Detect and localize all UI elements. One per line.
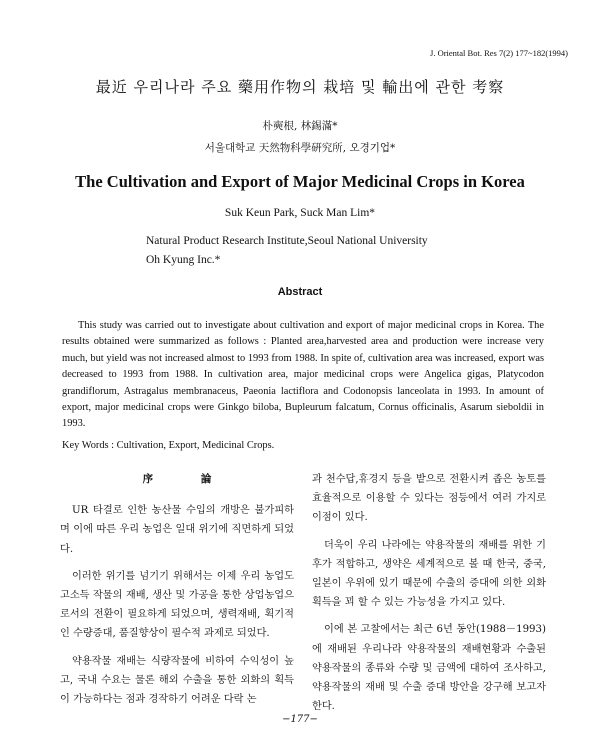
- paragraph: 더욱이 우리 나라에는 약용작물의 재배를 위한 기후가 적합하고, 생약은 세계적으로 볼 때 한국, 중국, 일본이 우위에 있기 때문에 수출의 증대에 의한 외화 획득을 꾀 할 수 있는 가능성을 가지고 있다.: [312, 539, 546, 609]
- korean-authors: 朴奭根, 林錫滿*: [262, 120, 338, 132]
- paragraph: 이러한 위기를 넘기기 위해서는 이제 우리 농업도 고소득 작물의 재배, 생산 및 가공을 통한 상업농업으로서의 전환이 필요하게 되었으며, 생력재배, 획기적인 수량증대, 품질향상이 필수적 과제로 되었다.: [60, 570, 294, 640]
- affiliation-line-1: Natural Product Research Institute,Seoul National University: [146, 235, 428, 247]
- keywords: Key Words : Cultivation, Export, Medicinal Crops.: [62, 440, 275, 451]
- korean-title: 最近 우리나라 주요 藥用作物의 栽培 및 輸出에 관한 考察: [95, 78, 505, 96]
- paragraph: 과 천수답,휴경지 등을 밭으로 전환시켜 좁은 농토를 효율적으로 이용할 수 있다는 점등에서 여러 가지로 이점이 있다.: [312, 474, 546, 524]
- korean-affiliation: 서울대학교 天然物科學硏究所, 오경기업*: [204, 142, 396, 154]
- right-column: [312, 470, 546, 724]
- abstract-body: This study was carried out to investigate about cultivation and export of major medicinal crops in Korea. The results obtained were summarized as follows : Planted area,harvested area and production were increase very much, but yield was not increased almost to 1993 from 1988. In spite of, cultivation area was increased, export was decreased to 1993 from 1988. In cultivation area, major medicinal crops were Angelica gigas, Platycodon grandiflorum, Astragalus membranaceus, Paeonia lactiflora and Codonopsis lanceolata in 1993. In amount of export, major medicinal crops were Ginkgo biloba, Bupleurum falcatum, Cornus officinalis, Asarum sieboldii in 1993.: [62, 320, 544, 430]
- page-number: −177−: [282, 714, 318, 725]
- english-affiliation: [146, 232, 428, 270]
- journal-citation: J. Oriental Bot. Res 7(2) 177~182(1994): [430, 48, 568, 58]
- left-column: [60, 470, 294, 717]
- abstract-heading: Abstract: [277, 286, 323, 298]
- section-heading: 序 論: [142, 473, 234, 485]
- english-title: The Cultivation and Export of Major Medicinal Crops in Korea: [75, 172, 525, 191]
- paragraph: UR 타결로 인한 농산물 수입의 개방은 불가피하며 이에 따른 우리 농업은 일대 위기에 직면하게 되었다.: [60, 505, 294, 555]
- english-authors: Suk Keun Park, Suck Man Lim*: [224, 207, 376, 219]
- paragraph: 약용작물 재배는 식량작물에 비하여 수익성이 높고, 국내 수요는 물론 해외 수출을 통한 외화의 획득이 가능하다는 점과 경작하기 어려운 다락 논: [60, 655, 294, 706]
- paragraph: 이에 본 고찰에서는 최근 6년 동안(1988－1993)에 재배된 우리나라 약용작물의 재배현황과 수출된 약용작물의 종류와 수량 및 금액에 대하여 조사하고, 약용작물의 재배 및 수출 증대 방안을 강구해 보고자 한다.: [312, 624, 546, 713]
- affiliation-line-2: Oh Kyung Inc.*: [146, 254, 221, 266]
